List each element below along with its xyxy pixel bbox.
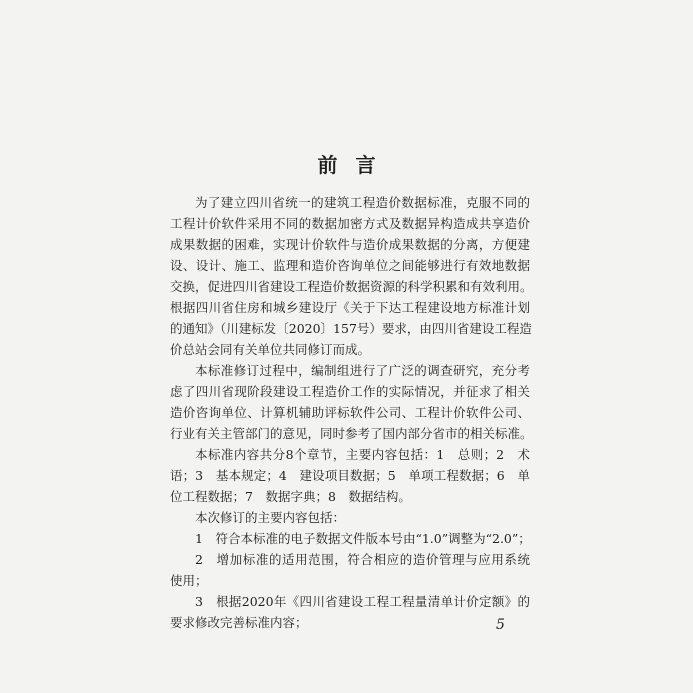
text-line: 要求修改完善标准内容； bbox=[170, 615, 308, 630]
text-line: 成果数据的困难，实现计价软件与造价成果数据的分离，方便建 bbox=[170, 237, 530, 252]
text-line: 2 增加标准的适用范围，符合相应的造价管理与应用系统 bbox=[195, 552, 530, 567]
text-line: 语；3 基本规定；4 建设项目数据；5 单项工程数据；6 单 bbox=[170, 468, 530, 483]
text-line: 工程计价软件采用不同的数据加密方式及数据异构造成共享造价 bbox=[170, 216, 530, 231]
text-line: 位工程数据；7 数据字典；8 数据结构。 bbox=[170, 489, 411, 504]
text-line: 设、设计、施工、监理和造价咨询单位之间能够进行有效地数据 bbox=[170, 258, 530, 273]
preface-body bbox=[170, 192, 533, 633]
text-line: 本次修订的主要内容包括： bbox=[195, 510, 346, 525]
text-line: 的通知》（川建标发〔2020〕157号）要求，由四川省建设工程造 bbox=[170, 321, 532, 336]
text-line: 本标准内容共分8个章节，主要内容包括：1 总则；2 术 bbox=[195, 447, 530, 462]
page-number: 5 bbox=[496, 617, 505, 633]
text-line: 价总站会同有关单位共同修订而成。 bbox=[170, 342, 371, 357]
text-line: 根据四川省住房和城乡建设厅《关于下达工程建设地方标准计划 bbox=[170, 300, 530, 315]
text-line: 交换，促进四川省建设工程造价数据资源的科学积累和有效利用。 bbox=[170, 279, 533, 294]
text-line: 为了建立四川省统一的建筑工程造价数据标准，克服不同的 bbox=[195, 195, 530, 210]
text-line: 行业有关主管部门的意见，同时参考了国内部分省市的相关标准。 bbox=[170, 426, 533, 441]
text-line: 造价咨询单位、计算机辅助评标软件公司、工程计价软件公司、 bbox=[170, 405, 530, 420]
text-line: 3 根据2020年《四川省建设工程工程量清单计价定额》的 bbox=[195, 594, 530, 609]
text-line: 虑了四川省现阶段建设工程造价工作的实际情况，并征求了相关 bbox=[170, 384, 530, 399]
text-line: 1 符合本标准的电子数据文件版本号由“1.0”调整为“2.0”； bbox=[195, 531, 531, 546]
page-title: 前言 bbox=[317, 153, 394, 177]
text-line: 使用； bbox=[170, 573, 208, 588]
text-line: 本标准修订过程中，编制组进行了广泛的调查研究，充分考 bbox=[195, 363, 530, 378]
